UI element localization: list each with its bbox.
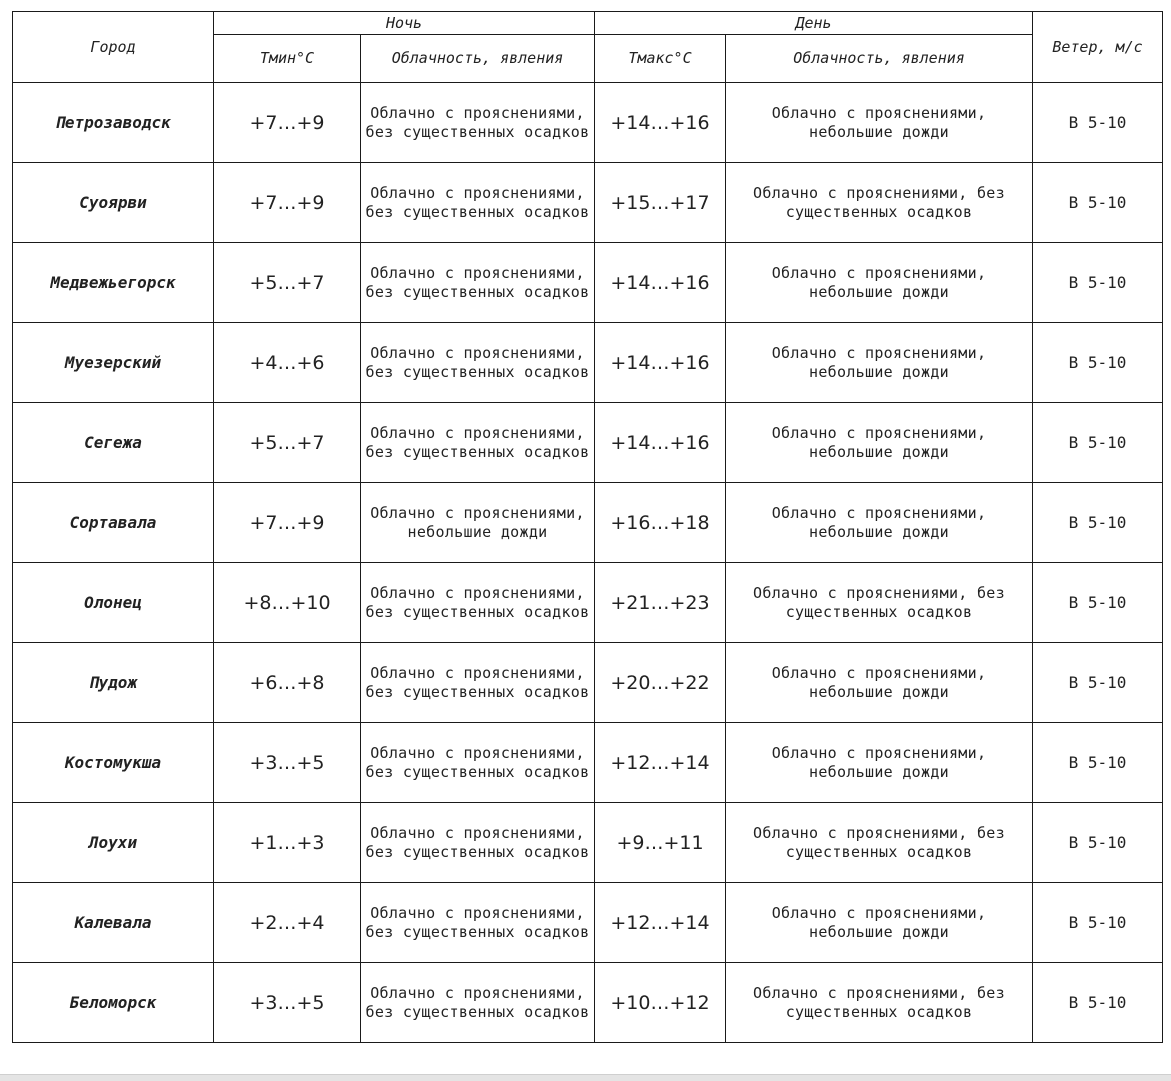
day-cloud-cell: Облачно с прояснениями, небольшие дожди	[726, 323, 1033, 403]
night-cloud-cell: Облачно с прояснениями, без существенных осадков	[361, 803, 595, 883]
day-cloud-cell: Облачно с прояснениями, без существенных осадков	[726, 963, 1033, 1043]
day-cloud-cell: Облачно с прояснениями, небольшие дожди	[726, 643, 1033, 723]
night-cloud-cell: Облачно с прояснениями, без существенных осадков	[361, 883, 595, 963]
tmax-cell: +20…+22	[595, 643, 726, 723]
table-row	[13, 403, 1163, 483]
wind-cell: В 5-10	[1033, 563, 1163, 643]
tmax-cell: +12…+14	[595, 883, 726, 963]
tmin-cell: +7…+9	[214, 163, 361, 243]
day-cloud-cell: Облачно с прояснениями, небольшие дожди	[726, 403, 1033, 483]
tmin-cell: +5…+7	[214, 243, 361, 323]
city-cell: Сортавала	[13, 483, 214, 563]
day-cloud-cell: Облачно с прояснениями, небольшие дожди	[726, 483, 1033, 563]
tmin-cell: +8…+10	[214, 563, 361, 643]
night-cloud-cell: Облачно с прояснениями, без существенных осадков	[361, 323, 595, 403]
wind-cell: В 5-10	[1033, 163, 1163, 243]
city-cell: Суоярви	[13, 163, 214, 243]
city-cell: Пудож	[13, 643, 214, 723]
table-row	[13, 723, 1163, 803]
day-cloud-cell: Облачно с прояснениями, небольшие дожди	[726, 83, 1033, 163]
table-row	[13, 883, 1163, 963]
table-row	[13, 83, 1163, 163]
tmax-cell: +12…+14	[595, 723, 726, 803]
table-row	[13, 643, 1163, 723]
tmax-cell: +9…+11	[595, 803, 726, 883]
tmin-cell: +4…+6	[214, 323, 361, 403]
day-cloud-cell: Облачно с прояснениями, без существенных осадков	[726, 163, 1033, 243]
day-cloud-cell: Облачно с прояснениями, небольшие дожди	[726, 723, 1033, 803]
city-cell: Петрозаводск	[13, 83, 214, 163]
table-row	[13, 323, 1163, 403]
wind-cell: В 5-10	[1033, 963, 1163, 1043]
tmax-cell: +15…+17	[595, 163, 726, 243]
night-cloud-cell: Облачно с прояснениями, без существенных осадков	[361, 243, 595, 323]
tmin-cell: +2…+4	[214, 883, 361, 963]
night-cloud-cell: Облачно с прояснениями, без существенных осадков	[361, 963, 595, 1043]
city-cell: Лоухи	[13, 803, 214, 883]
table-row	[13, 483, 1163, 563]
header-night: Ночь	[214, 12, 595, 35]
night-cloud-cell: Облачно с прояснениями, без существенных осадков	[361, 643, 595, 723]
header-day: День	[595, 12, 1033, 35]
city-cell: Калевала	[13, 883, 214, 963]
tmax-cell: +14…+16	[595, 403, 726, 483]
tmin-cell: +3…+5	[214, 723, 361, 803]
tmax-cell: +10…+12	[595, 963, 726, 1043]
tmin-cell: +3…+5	[214, 963, 361, 1043]
forecast-body	[13, 83, 1163, 1043]
night-cloud-cell: Облачно с прояснениями, без существенных осадков	[361, 83, 595, 163]
header-day-cloud: Облачность, явления	[726, 35, 1033, 83]
tmax-cell: +21…+23	[595, 563, 726, 643]
day-cloud-cell: Облачно с прояснениями, небольшие дожди	[726, 883, 1033, 963]
tmin-cell: +7…+9	[214, 483, 361, 563]
day-cloud-cell: Облачно с прояснениями, без существенных осадков	[726, 803, 1033, 883]
city-cell: Медвежьегорск	[13, 243, 214, 323]
table-row	[13, 963, 1163, 1043]
wind-cell: В 5-10	[1033, 483, 1163, 563]
city-cell: Сегежа	[13, 403, 214, 483]
header-wind: Ветер, м/с	[1033, 12, 1163, 83]
city-cell: Беломорск	[13, 963, 214, 1043]
night-cloud-cell: Облачно с прояснениями, без существенных осадков	[361, 563, 595, 643]
tmin-cell: +6…+8	[214, 643, 361, 723]
table-row	[13, 163, 1163, 243]
wind-cell: В 5-10	[1033, 803, 1163, 883]
header-night-cloud: Облачность, явления	[361, 35, 595, 83]
tmax-cell: +14…+16	[595, 243, 726, 323]
city-cell: Олонец	[13, 563, 214, 643]
wind-cell: В 5-10	[1033, 883, 1163, 963]
wind-cell: В 5-10	[1033, 403, 1163, 483]
table-row	[13, 243, 1163, 323]
header-tmin: Тмин°С	[214, 35, 361, 83]
header-tmax: Тмакс°С	[595, 35, 726, 83]
night-cloud-cell: Облачно с прояснениями, без существенных осадков	[361, 163, 595, 243]
header-city: Город	[13, 12, 214, 83]
city-cell: Костомукша	[13, 723, 214, 803]
tmin-cell: +7…+9	[214, 83, 361, 163]
day-cloud-cell: Облачно с прояснениями, небольшие дожди	[726, 243, 1033, 323]
wind-cell: В 5-10	[1033, 83, 1163, 163]
table-row	[13, 563, 1163, 643]
night-cloud-cell: Облачно с прояснениями, без существенных осадков	[361, 403, 595, 483]
night-cloud-cell: Облачно с прояснениями, без существенных осадков	[361, 723, 595, 803]
wind-cell: В 5-10	[1033, 723, 1163, 803]
tmax-cell: +16…+18	[595, 483, 726, 563]
table-row	[13, 803, 1163, 883]
tmax-cell: +14…+16	[595, 83, 726, 163]
forecast-table	[12, 11, 1163, 1043]
wind-cell: В 5-10	[1033, 323, 1163, 403]
tmin-cell: +5…+7	[214, 403, 361, 483]
day-cloud-cell: Облачно с прояснениями, без существенных осадков	[726, 563, 1033, 643]
tmin-cell: +1…+3	[214, 803, 361, 883]
night-cloud-cell: Облачно с прояснениями, небольшие дожди	[361, 483, 595, 563]
wind-cell: В 5-10	[1033, 643, 1163, 723]
wind-cell: В 5-10	[1033, 243, 1163, 323]
city-cell: Муезерский	[13, 323, 214, 403]
tmax-cell: +14…+16	[595, 323, 726, 403]
